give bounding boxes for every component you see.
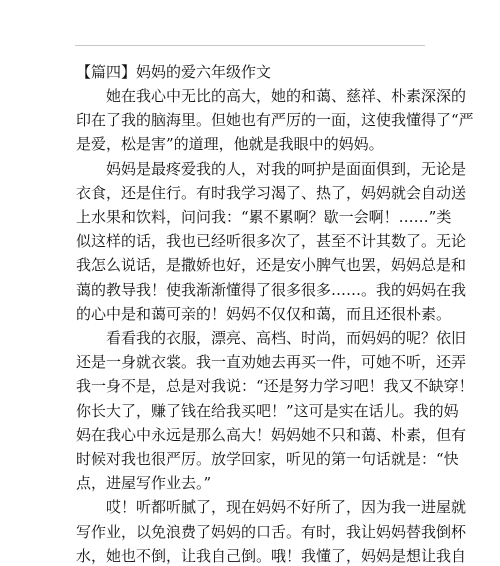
paragraph-3 — [76, 326, 474, 495]
paragraph-4 — [76, 495, 467, 566]
text-line: 印在了我的脑海里。但她也有严厉的一面，这使我懂得了“严 — [76, 111, 474, 130]
text-line: 衣食，还是住行。有时我学习渴了、热了，妈妈就会自动送 — [76, 183, 467, 202]
text-line: 还是一身就衣裳。我一直劝她去再买一件，可她不听，还弄 — [76, 353, 467, 372]
text-line: 妈在我心中永远是那么高大！妈妈她不只和蔼、朴素，但有 — [76, 425, 467, 444]
paragraph-1 — [76, 84, 474, 157]
header-divider — [75, 45, 425, 46]
text-line: 看看我的衣服，漂亮、高档、时尚，而妈妈的呢？依旧 — [106, 329, 467, 348]
text-line: 我一身不是，总是对我说：“还是努力学习吧！我又不缺穿！ — [76, 377, 474, 396]
text-line: 妈妈是最疼爱我的人，对我的呵护是面面俱到，无论是 — [106, 159, 467, 178]
text-line: 点，进屋写作业去。” — [76, 474, 212, 493]
article-body — [76, 60, 474, 566]
text-line: 哎！听都听腻了，现在妈妈不好所了，因为我一进屋就 — [106, 498, 467, 517]
text-line: 写作业，以免浪费了妈妈的口舌。有时，我让妈妈替我倒杯 — [76, 522, 467, 541]
paragraph-2 — [76, 157, 467, 326]
text-line: 是爱，松是害”的道理，他就是我眼中的妈妈。 — [76, 135, 384, 154]
text-line: 时候对我也很严厉。放学回家，听见的第一句话就是：“快 — [76, 450, 459, 469]
text-line: 似这样的话，我也已经听很多次了，甚至不计其数了。无论 — [76, 232, 467, 251]
text-line: 的心中是和蔼可亲的！妈妈不仅仅和蔼，而且还很朴素。 — [76, 304, 452, 323]
text-line: 水，她也不倒，让我自己倒。哦！我懂了，妈妈是想让我自 — [76, 546, 467, 565]
text-line: 上水果和饮料，问问我：“累不累啊？歇一会啊！……”类 — [76, 208, 452, 227]
text-line: 她在我心中无比的高大，她的和蔼、慈祥、朴素深深的 — [106, 87, 467, 105]
text-line: 蔼的教导我！使我渐渐懂得了很多很多……。我的妈妈在我 — [76, 280, 467, 299]
text-line: 我怎么说话，是撒娇也好，还是安小脾气也罢，妈妈总是和 — [76, 256, 467, 275]
text-line: 你长大了，赚了钱在给我买吧！”这可是实在话儿。我的妈 — [76, 401, 459, 420]
article-title: 【篇四】妈妈的爱六年级作文 — [76, 63, 272, 81]
